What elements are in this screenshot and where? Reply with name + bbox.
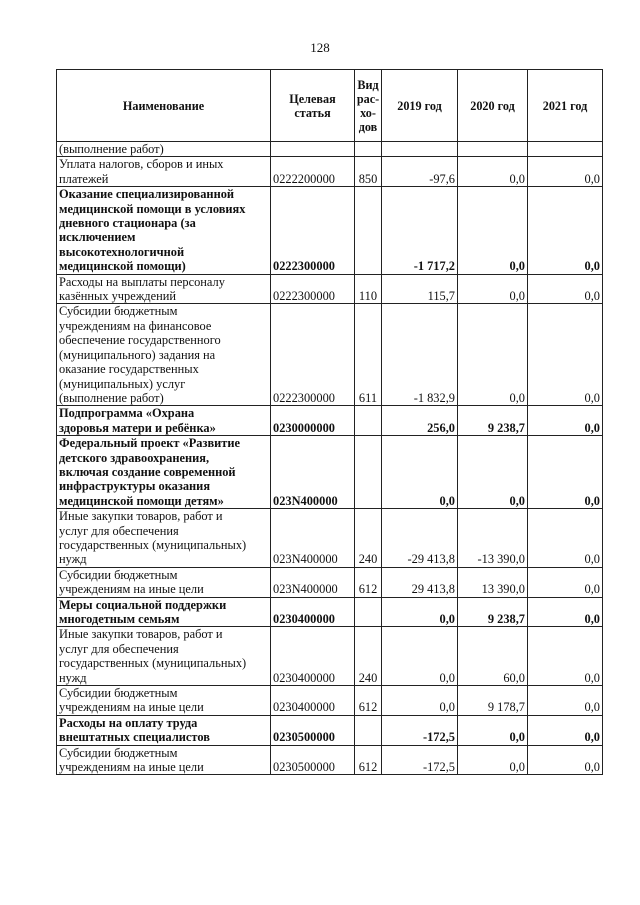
row-target-code: 0230400000	[271, 686, 355, 716]
row-value-2020: 9 178,7	[458, 686, 528, 716]
header-name: Наименование	[57, 70, 271, 142]
row-value-2020: 0,0	[458, 157, 528, 187]
row-target-code: 023N400000	[271, 436, 355, 509]
row-target-code: 0230400000	[271, 627, 355, 686]
row-value-2019: 0,0	[382, 627, 458, 686]
row-value-2021: 0,0	[528, 509, 603, 568]
row-expense-type: 612	[355, 686, 382, 716]
header-target: Целевая статья	[271, 70, 355, 142]
row-value-2021: 0,0	[528, 436, 603, 509]
row-expense-type: 850	[355, 157, 382, 187]
row-value-2020: 0,0	[458, 187, 528, 274]
table-row	[57, 627, 603, 686]
row-expense-type	[355, 187, 382, 274]
row-name: Подпрограмма «Охрана здоровья матери и ребёнка»	[57, 406, 271, 436]
row-expense-type: 240	[355, 509, 382, 568]
table-row	[57, 715, 603, 745]
row-value-2021	[528, 142, 603, 157]
row-expense-type: 612	[355, 745, 382, 775]
row-target-code: 0222300000	[271, 274, 355, 304]
row-value-2020: 0,0	[458, 274, 528, 304]
table-row	[57, 509, 603, 568]
row-value-2021: 0,0	[528, 567, 603, 597]
row-name: Оказание специализированной медицинской помощи в условиях дневного стационара (за исключением высокотехнологичной медицинской помощи)	[57, 187, 271, 274]
row-value-2021: 0,0	[528, 627, 603, 686]
header-2020: 2020 год	[458, 70, 528, 142]
row-name: Субсидии бюджетным учреждениям на иные цели	[57, 745, 271, 775]
row-target-code: 0222300000	[271, 304, 355, 406]
row-expense-type: 611	[355, 304, 382, 406]
row-name: Иные закупки товаров, работ и услуг для обеспечения государственных (муниципальных) нужд	[57, 627, 271, 686]
row-value-2019: 29 413,8	[382, 567, 458, 597]
row-value-2021: 0,0	[528, 406, 603, 436]
row-value-2021: 0,0	[528, 187, 603, 274]
row-value-2019: 115,7	[382, 274, 458, 304]
table-row	[57, 597, 603, 627]
row-value-2020: 60,0	[458, 627, 528, 686]
row-name: Меры социальной поддержки многодетным семьям	[57, 597, 271, 627]
page-number: 128	[310, 40, 330, 55]
row-name: Расходы на выплаты персоналу казённых учреждений	[57, 274, 271, 304]
table-header-row	[57, 70, 603, 142]
row-value-2020: 0,0	[458, 715, 528, 745]
row-value-2020: -13 390,0	[458, 509, 528, 568]
row-name: Субсидии бюджетным учреждениям на финансовое обеспечение государственного (муниципального) задания на оказание государственных (муниципальных) услуг (выполнение работ)	[57, 304, 271, 406]
row-expense-type	[355, 436, 382, 509]
row-value-2021: 0,0	[528, 304, 603, 406]
row-name: (выполнение работ)	[57, 142, 271, 157]
row-value-2021: 0,0	[528, 274, 603, 304]
table-row	[57, 142, 603, 157]
table-row	[57, 567, 603, 597]
row-value-2019: -1 832,9	[382, 304, 458, 406]
table-row	[57, 187, 603, 274]
row-value-2021: 0,0	[528, 715, 603, 745]
row-target-code: 0230500000	[271, 715, 355, 745]
row-expense-type	[355, 597, 382, 627]
row-value-2019: -172,5	[382, 745, 458, 775]
row-value-2021: 0,0	[528, 686, 603, 716]
row-value-2020: 0,0	[458, 436, 528, 509]
row-value-2019: 0,0	[382, 436, 458, 509]
table-row	[57, 745, 603, 775]
row-value-2019: -97,6	[382, 157, 458, 187]
row-value-2020	[458, 142, 528, 157]
header-2021: 2021 год	[528, 70, 603, 142]
header-type: Вид рас- хо- дов	[355, 70, 382, 142]
row-value-2021: 0,0	[528, 597, 603, 627]
row-value-2021: 0,0	[528, 157, 603, 187]
row-target-code: 0230500000	[271, 745, 355, 775]
row-target-code: 0230000000	[271, 406, 355, 436]
row-value-2019: -172,5	[382, 715, 458, 745]
row-expense-type	[355, 715, 382, 745]
row-name: Федеральный проект «Развитие детского здравоохранения, включая создание современной инфраструктуры оказания медицинской помощи детям»	[57, 436, 271, 509]
row-name: Иные закупки товаров, работ и услуг для обеспечения государственных (муниципальных) нужд	[57, 509, 271, 568]
row-name: Субсидии бюджетным учреждениям на иные цели	[57, 686, 271, 716]
table-row	[57, 304, 603, 406]
row-value-2020: 0,0	[458, 745, 528, 775]
header-2019: 2019 год	[382, 70, 458, 142]
row-target-code: 023N400000	[271, 567, 355, 597]
table-row	[57, 436, 603, 509]
table-body	[57, 142, 603, 775]
row-value-2019: 0,0	[382, 686, 458, 716]
row-name: Расходы на оплату труда внештатных специалистов	[57, 715, 271, 745]
table-row	[57, 274, 603, 304]
row-value-2020: 0,0	[458, 304, 528, 406]
row-value-2020: 9 238,7	[458, 597, 528, 627]
row-name: Уплата налогов, сборов и иных платежей	[57, 157, 271, 187]
row-expense-type	[355, 142, 382, 157]
row-expense-type: 110	[355, 274, 382, 304]
row-expense-type	[355, 406, 382, 436]
row-expense-type: 612	[355, 567, 382, 597]
row-value-2020: 9 238,7	[458, 406, 528, 436]
row-value-2019: -1 717,2	[382, 187, 458, 274]
row-expense-type: 240	[355, 627, 382, 686]
budget-table	[56, 69, 603, 775]
table-row	[57, 406, 603, 436]
row-value-2021: 0,0	[528, 745, 603, 775]
row-value-2019: 256,0	[382, 406, 458, 436]
row-value-2019: -29 413,8	[382, 509, 458, 568]
row-target-code: 023N400000	[271, 509, 355, 568]
row-target-code: 0222300000	[271, 187, 355, 274]
row-value-2020: 13 390,0	[458, 567, 528, 597]
table-row	[57, 686, 603, 716]
row-target-code	[271, 142, 355, 157]
row-name: Субсидии бюджетным учреждениям на иные цели	[57, 567, 271, 597]
row-target-code: 0222200000	[271, 157, 355, 187]
row-value-2019	[382, 142, 458, 157]
table-row	[57, 157, 603, 187]
row-value-2019: 0,0	[382, 597, 458, 627]
row-target-code: 0230400000	[271, 597, 355, 627]
